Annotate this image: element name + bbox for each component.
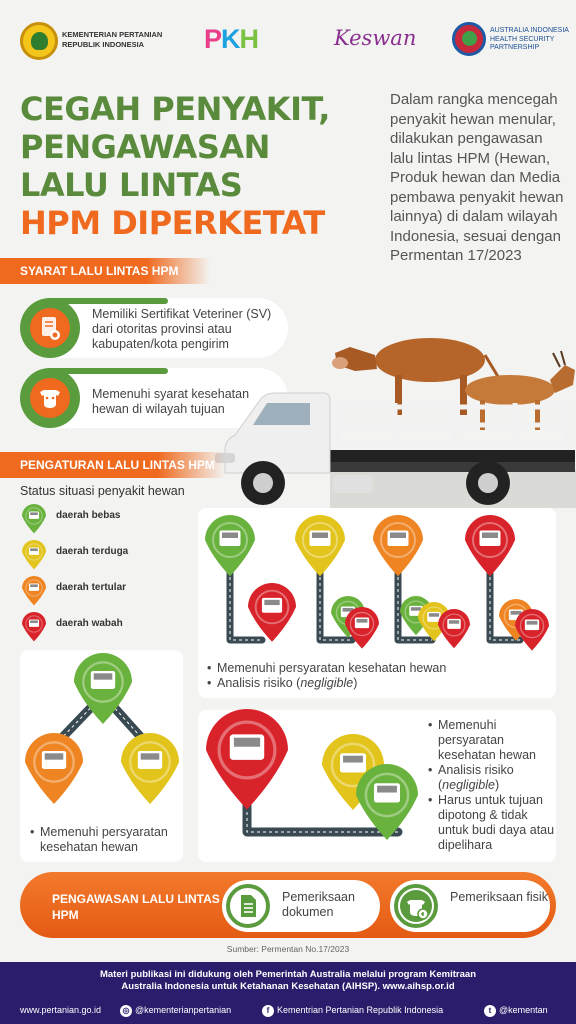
requirement-text: Memiliki Sertifikat Veteriner (SV) dari otoritas provinsi atau kabupaten/kota pengirim [92, 307, 272, 351]
legend-pin-icon [22, 540, 46, 569]
twitter-icon: t [484, 1005, 496, 1017]
panel-c-bullets [428, 718, 556, 853]
bullet-item: • Analisis risiko (negligible) [207, 676, 497, 691]
bullet-item: • Analisis risiko (negligible) [428, 763, 556, 793]
instagram-icon: ◎ [120, 1005, 132, 1017]
legend-label: daerah terduga [56, 546, 129, 557]
facebook-link[interactable]: f Kementrian Pertanian Republik Indonesia [262, 1003, 443, 1017]
source-note: Sumber: Permentan No.17/2023 [226, 944, 350, 954]
kementan-name: KEMENTERIAN PERTANIAN REPUBLIK INDONESIA [62, 30, 163, 49]
check-label: Pemeriksaan fisik [450, 890, 548, 904]
cattle-check-icon [394, 884, 438, 928]
legend-label: daerah tertular [56, 582, 127, 593]
legend-label: daerah wabah [56, 618, 123, 629]
instagram-link[interactable]: ◎ @kementerianpertanian [120, 1003, 231, 1017]
pengawasan-title: PENGAWASAN LALU LINTAS HPM [52, 892, 220, 922]
livestock-truck-illustration [215, 325, 576, 510]
kementan-logo-icon [20, 22, 58, 60]
bullet-item: • Memenuhi persyaratan kesehatan hewan [30, 825, 180, 855]
legend-pin-icon [22, 576, 46, 605]
twitter-link[interactable]: t @kementan [484, 1003, 548, 1017]
aihsp-name: AUSTRALIA INDONESIA HEALTH SECURITY PARTNERSHIP [490, 27, 569, 51]
title-line-2: PENGAWASAN [20, 128, 270, 166]
cow-illustration [332, 338, 500, 415]
bullet-item: • Memenuhi persyaratan kesehatan hewan [428, 718, 556, 763]
bullet-item: • Harus untuk tujuan dipotong & tidak untuk budi daya atau dipelihara [428, 793, 556, 853]
footer-support-text: Materi publikasi ini didukung oleh Pemerintah Australia melalui program Kemitraan Australia Indonesia untuk Ketahanan Kesehatan (AIHSP). www.aihsp.or.id [99, 969, 477, 992]
legend-label: daerah bebas [56, 510, 121, 521]
pkh-logo: PKH [204, 24, 259, 54]
document-icon [226, 884, 270, 928]
facebook-icon: f [262, 1005, 274, 1017]
requirement-text: Memenuhi syarat kesehatan hewan di wilayah tujuan [92, 387, 250, 416]
title-line-4: HPM DIPERKETAT [20, 204, 325, 242]
title-line-3: LALU LINTAS [20, 166, 243, 204]
legend-pin-icon [22, 504, 46, 533]
syarat-heading: SYARAT LALU LINTAS HPM [0, 258, 210, 284]
status-title: Status situasi penyakit hewan [20, 484, 185, 498]
panel-b-bullets [30, 825, 180, 855]
legend-pin-icon [22, 612, 46, 641]
certificate-icon [20, 298, 80, 358]
page-title [20, 90, 330, 242]
intro-text: Dalam rangka mencegah penyakit hewan menular, dilakukan pengawasan lalu lintas HPM (Hewan, Produk hewan dan Media pembawa penyakit hewan lainnya) di dalam wilayah Indonesia, sesuai dengan Permentan 17/2023 [390, 91, 564, 264]
panel-a-bullets [207, 661, 497, 691]
check-physical [390, 880, 550, 932]
website-link[interactable]: www.pertanian.go.id [20, 1005, 102, 1015]
check-label: Pemeriksaan dokumen [282, 890, 355, 919]
pengaturan-heading: PENGATURAN LALU LINTAS HPM [0, 452, 225, 478]
header-logos [0, 0, 576, 80]
check-document [222, 880, 380, 932]
cow-health-icon [20, 368, 80, 428]
title-line-1: CEGAH PENYAKIT, [20, 90, 330, 128]
keswan-logo: Keswan [334, 26, 417, 50]
aihsp-logo-icon [452, 22, 486, 56]
bullet-item: • Memenuhi persyaratan kesehatan hewan [207, 661, 497, 676]
